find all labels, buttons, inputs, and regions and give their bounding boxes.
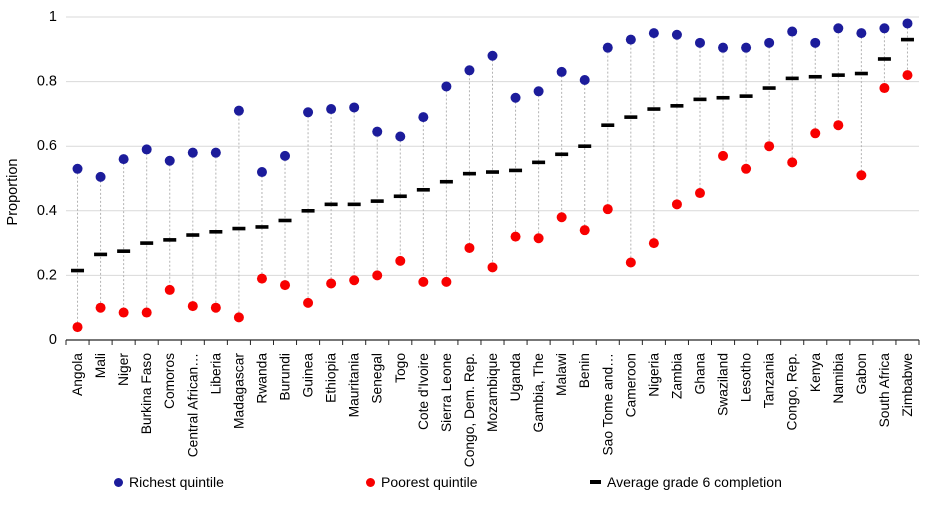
richest-quintile-dot — [557, 67, 567, 77]
richest-quintile-dot — [395, 132, 405, 142]
average-completion-dash-marker — [302, 209, 315, 213]
poorest-quintile-dot — [511, 232, 521, 242]
richest-quintile-dot — [303, 107, 313, 117]
richest-quintile-dot — [188, 148, 198, 158]
richest-quintile-dot — [464, 65, 474, 75]
poorest-quintile-dot — [326, 278, 336, 288]
average-completion-dash-marker — [670, 104, 683, 108]
richest-quintile-dot — [833, 23, 843, 33]
poorest-quintile-dot — [580, 225, 590, 235]
x-category-label: Malawi — [554, 353, 570, 396]
poorest-quintile-dot — [142, 308, 152, 318]
poorest-quintile-dot — [464, 243, 474, 253]
richest-quintile-dot — [902, 18, 912, 28]
average-completion-dash-icon — [590, 480, 601, 484]
x-category-label: Namibia — [830, 353, 846, 404]
richest-quintile-dot — [672, 30, 682, 40]
x-category-label: Ethiopia — [323, 353, 339, 403]
x-category-label: Burundi — [277, 353, 293, 401]
average-completion-dash-marker — [440, 180, 453, 184]
poorest-quintile-dot — [418, 277, 428, 287]
richest-quintile-dot — [741, 43, 751, 53]
poorest-quintile-dot — [764, 141, 774, 151]
y-tick-label: 0.4 — [36, 202, 57, 219]
x-category-label: Zambia — [669, 353, 685, 400]
x-category-label: Swaziland — [715, 353, 731, 416]
y-tick-label: 0.2 — [36, 267, 57, 284]
x-category-label: Mali — [93, 353, 109, 379]
average-completion-dash-marker — [555, 152, 568, 156]
richest-quintile-dot — [372, 127, 382, 137]
x-category-label: Uganda — [508, 353, 524, 402]
x-category-label: Cote d'Ivoire — [415, 353, 431, 431]
average-completion-dash-marker — [209, 230, 222, 234]
poorest-quintile-dot — [234, 312, 244, 322]
poorest-quintile-dot — [372, 270, 382, 280]
y-tick-label: 0 — [48, 332, 57, 348]
richest-quintile-dot — [165, 156, 175, 166]
x-category-label: Nigeria — [646, 353, 662, 397]
richest-quintile-dot — [511, 93, 521, 103]
x-category-label: Rwanda — [254, 353, 270, 404]
poorest-quintile-dot — [856, 170, 866, 180]
average-completion-dash-marker — [809, 75, 822, 79]
richest-quintile-dot — [695, 38, 705, 48]
richest-quintile-dot — [96, 172, 106, 182]
richest-quintile-dot — [119, 154, 129, 164]
poorest-quintile-dot — [280, 280, 290, 290]
poorest-quintile-dot — [488, 262, 498, 272]
x-category-label: Sao Tome and… — [600, 353, 616, 456]
average-completion-dash-marker — [763, 86, 776, 90]
average-completion-dash-marker — [509, 169, 522, 173]
average-completion-dash-marker — [71, 269, 84, 273]
x-category-label: Niger — [116, 353, 132, 386]
average-completion-dash-marker — [140, 241, 153, 245]
x-category-label: Gabon — [853, 353, 869, 395]
x-category-label: Mauritania — [346, 353, 362, 418]
x-category-label: South Africa — [876, 353, 892, 428]
richest-quintile-dot — [349, 102, 359, 112]
richest-quintile-dot — [787, 27, 797, 37]
y-tick-label: 0.6 — [36, 138, 57, 155]
legend-item-average-completion — [590, 471, 782, 493]
average-completion-dash-marker — [371, 199, 384, 203]
x-category-label: Madagascar — [231, 353, 247, 429]
poorest-quintile-dot — [902, 70, 912, 80]
average-completion-dash-marker — [348, 203, 361, 207]
average-completion-dash-marker — [740, 94, 753, 98]
average-completion-dash-marker — [624, 115, 637, 119]
y-tick-label: 1 — [48, 9, 57, 25]
richest-quintile-dot — [280, 151, 290, 161]
poorest-quintile-dot — [119, 308, 129, 318]
richest-quintile-dot — [718, 43, 728, 53]
poorest-quintile-dot — [718, 151, 728, 161]
poorest-quintile-dot — [787, 157, 797, 167]
richest-quintile-dot — [626, 35, 636, 45]
average-completion-dash-marker — [601, 123, 614, 127]
average-completion-dash-marker — [117, 249, 130, 253]
x-category-label: Togo — [392, 353, 408, 383]
richest-quintile-dot — [649, 28, 659, 38]
richest-quintile-dot — [856, 28, 866, 38]
x-category-label: Congo, Dem. Rep. — [461, 352, 477, 468]
poorest-quintile-dot — [395, 256, 405, 266]
richest-quintile-dot — [234, 106, 244, 116]
richest-quintile-dot — [441, 81, 451, 91]
poorest-quintile-dot — [349, 275, 359, 285]
x-category-label: Benin — [577, 353, 593, 389]
average-completion-dash-marker — [486, 170, 499, 174]
poorest-quintile-dot — [649, 238, 659, 248]
x-category-label: Zimbabwe — [899, 353, 915, 417]
y-axis-title: Proportion — [5, 158, 21, 226]
x-category-label: Mozambique — [485, 353, 500, 432]
x-category-label: Liberia — [208, 353, 224, 395]
poorest-quintile-dot — [833, 120, 843, 130]
richest-quintile-dot — [603, 43, 613, 53]
poorest-quintile-dot — [211, 303, 221, 313]
richest-quintile-dot — [764, 38, 774, 48]
poorest-quintile-dot — [626, 257, 636, 267]
x-category-label: Central African… — [185, 353, 201, 458]
richest-quintile-dot — [418, 112, 428, 122]
x-category-label: Cameroon — [623, 353, 639, 418]
x-category-label: Angola — [70, 353, 86, 396]
poorest-quintile-dot — [257, 274, 267, 284]
poorest-quintile-dot — [879, 83, 889, 93]
average-completion-dash-marker — [463, 172, 476, 176]
richest-quintile-dot — [142, 144, 152, 154]
x-category-label: Gambia, The — [531, 353, 547, 433]
richest-quintile-dot — [580, 75, 590, 85]
average-completion-dash-marker — [279, 219, 292, 223]
average-completion-dash-marker — [855, 72, 868, 76]
x-category-label: Congo, Rep. — [784, 353, 800, 431]
x-category-label: Lesotho — [738, 353, 754, 403]
average-completion-dash-marker — [532, 161, 545, 165]
average-completion-dash-marker — [878, 57, 891, 61]
x-category-label: Comoros — [162, 353, 178, 409]
richest-quintile-dot — [257, 167, 267, 177]
average-completion-dash-marker — [186, 233, 199, 237]
richest-quintile-dot — [879, 23, 889, 33]
average-completion-dash-marker — [901, 38, 914, 42]
average-completion-dash-marker — [255, 225, 268, 229]
poorest-quintile-dot-icon — [366, 478, 375, 487]
legend-label-average-completion: Average grade 6 completion — [607, 474, 782, 490]
poorest-quintile-dot — [188, 301, 198, 311]
x-category-label: Burkina Faso — [139, 353, 155, 435]
poorest-quintile-dot — [96, 303, 106, 313]
richest-quintile-dot — [488, 51, 498, 61]
average-completion-dash-marker — [232, 227, 245, 231]
average-completion-dash-marker — [786, 77, 799, 81]
poorest-quintile-dot — [741, 164, 751, 174]
richest-quintile-dot — [810, 38, 820, 48]
average-completion-dash-marker — [163, 238, 176, 242]
average-completion-dash-marker — [94, 253, 107, 257]
average-completion-dash-marker — [417, 188, 430, 192]
average-completion-dash-marker — [647, 107, 660, 111]
legend-label-poorest-quintile: Poorest quintile — [381, 474, 478, 490]
richest-quintile-dot — [326, 104, 336, 114]
average-completion-dash-marker — [325, 203, 338, 207]
average-completion-dash-marker — [578, 144, 591, 148]
average-completion-dash-marker — [832, 73, 845, 77]
poorest-quintile-dot — [810, 128, 820, 138]
legend — [0, 471, 930, 497]
richest-quintile-dot — [73, 164, 83, 174]
legend-label-richest-quintile: Richest quintile — [129, 474, 224, 490]
y-tick-label: 0.8 — [36, 73, 57, 90]
x-category-label: Senegal — [369, 353, 385, 404]
x-category-label: Ghana — [692, 353, 708, 395]
average-completion-dash-marker — [693, 98, 706, 102]
richest-quintile-dot-icon — [114, 478, 123, 487]
poorest-quintile-dot — [557, 212, 567, 222]
average-completion-dash-marker — [394, 194, 407, 198]
poorest-quintile-dot — [441, 277, 451, 287]
x-category-label: Tanzania — [761, 353, 777, 409]
poorest-quintile-dot — [672, 199, 682, 209]
legend-item-poorest-quintile — [366, 471, 478, 493]
poorest-quintile-dot — [303, 298, 313, 308]
richest-quintile-dot — [534, 86, 544, 96]
poorest-quintile-dot — [603, 204, 613, 214]
poorest-quintile-dot — [695, 188, 705, 198]
richest-quintile-dot — [211, 148, 221, 158]
poorest-quintile-dot — [73, 322, 83, 332]
legend-item-richest-quintile — [114, 471, 224, 493]
x-category-label: Kenya — [807, 353, 823, 393]
x-category-label: Guinea — [300, 353, 316, 398]
average-completion-dash-marker — [717, 96, 730, 100]
poorest-quintile-dot — [165, 285, 175, 295]
poorest-quintile-dot — [534, 233, 544, 243]
x-category-label: Sierra Leone — [438, 353, 454, 433]
